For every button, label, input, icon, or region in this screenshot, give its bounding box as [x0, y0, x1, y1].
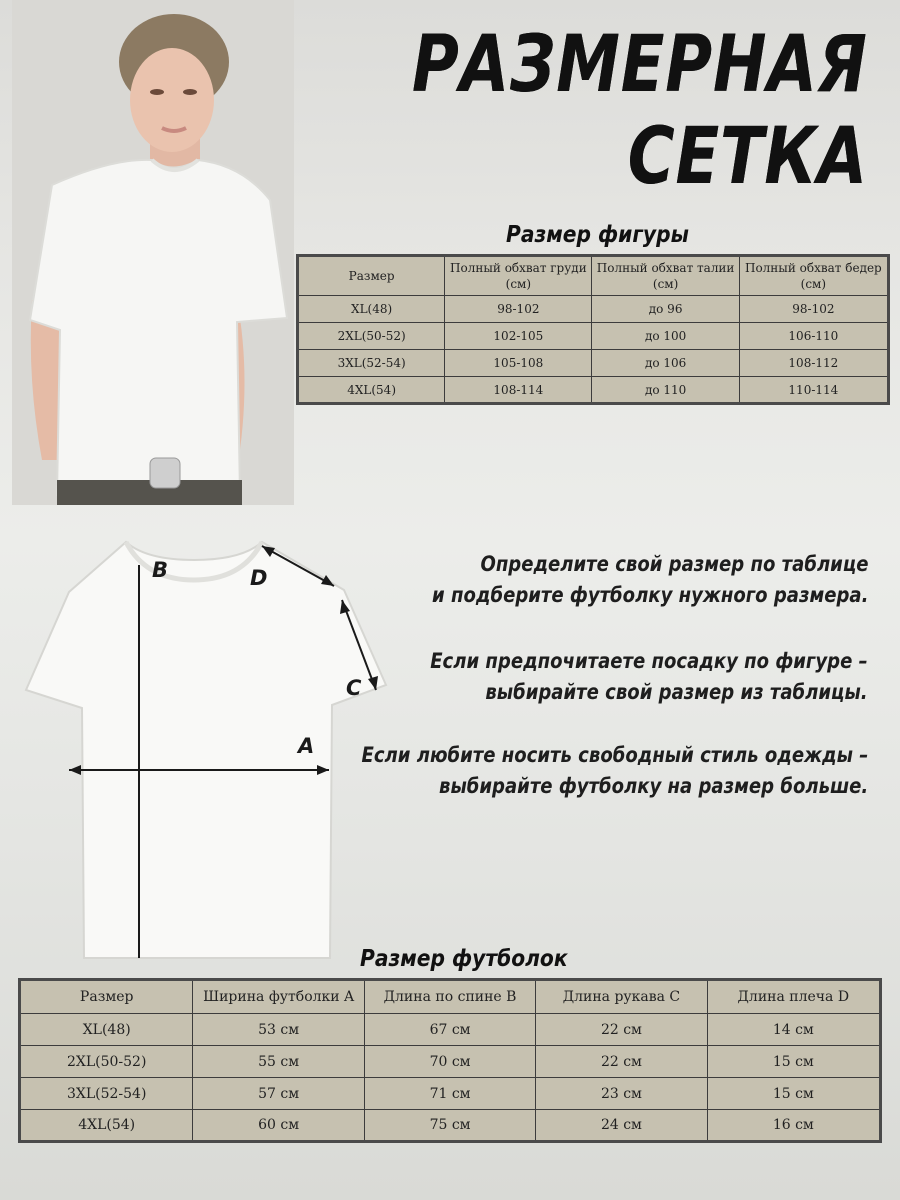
header-cell: Длина рукава C — [536, 980, 707, 1014]
advice-line: Определите свой размер по таблице — [479, 552, 868, 576]
tshirt-shape — [26, 542, 386, 958]
label-d: D — [250, 566, 268, 590]
table-cell: 75 см — [364, 1110, 535, 1142]
table-cell: до 96 — [592, 296, 739, 323]
header-cell: Полный обхват груди (см) — [445, 256, 592, 296]
table-cell: XL(48) — [20, 1014, 193, 1046]
advice-line: Если любите носить свободный стиль одежды – — [361, 743, 868, 767]
header-cell: Размер — [298, 256, 445, 296]
table-cell: 67 см — [364, 1014, 535, 1046]
table-cell: 3XL(52-54) — [20, 1078, 193, 1110]
table-cell: 71 см — [364, 1078, 535, 1110]
table-cell: 16 см — [707, 1110, 880, 1142]
title-line-1: РАЗМЕРНАЯ — [412, 20, 868, 110]
header-cell: Длина по спине B — [364, 980, 535, 1014]
advice-paragraph-1 — [432, 549, 868, 611]
header-cell: Полный обхват талии (см) — [592, 256, 739, 296]
table-row — [20, 1078, 881, 1110]
table-cell: 108-112 — [739, 350, 888, 377]
table-cell: 2XL(50-52) — [298, 323, 445, 350]
table-row — [20, 1014, 881, 1046]
table-cell: до 100 — [592, 323, 739, 350]
table-cell: до 110 — [592, 377, 739, 404]
tshirt-diagram — [14, 530, 394, 970]
table-row — [298, 377, 889, 404]
table-cell: 2XL(50-52) — [20, 1046, 193, 1078]
table-cell: 55 см — [193, 1046, 364, 1078]
advice-line: выбирайте свой размер из таблицы. — [485, 680, 868, 704]
table-row — [20, 1046, 881, 1078]
table-cell: 22 см — [536, 1046, 707, 1078]
table-cell: 4XL(54) — [298, 377, 445, 404]
table-row — [298, 323, 889, 350]
header-cell: Размер — [20, 980, 193, 1014]
model-photo — [12, 0, 294, 505]
header-cell: Полный обхват бедер (см) — [739, 256, 888, 296]
figure-size-table — [296, 254, 890, 405]
label-b: B — [152, 558, 169, 582]
table-cell: 110-114 — [739, 377, 888, 404]
header-cell: Длина плеча D — [707, 980, 880, 1014]
table-cell: 106-110 — [739, 323, 888, 350]
table-cell: 24 см — [536, 1110, 707, 1142]
table-cell: 53 см — [193, 1014, 364, 1046]
table-cell: 57 см — [193, 1078, 364, 1110]
advice-line: и подберите футболку нужного размера. — [431, 583, 868, 607]
table-row — [298, 350, 889, 377]
table-cell: до 106 — [592, 350, 739, 377]
advice-paragraph-3 — [361, 740, 868, 802]
table-cell: 70 см — [364, 1046, 535, 1078]
label-a: A — [298, 734, 315, 758]
table-cell: 23 см — [536, 1078, 707, 1110]
tee-table-heading: Размер футболок — [360, 946, 568, 972]
table-cell: 22 см — [536, 1014, 707, 1046]
table-header-row — [298, 256, 889, 296]
tshirt-size-table — [18, 978, 882, 1143]
label-c: C — [346, 676, 362, 700]
table-cell: 3XL(52-54) — [298, 350, 445, 377]
table-cell: 98-102 — [445, 296, 592, 323]
figure-table-heading: Размер фигуры — [506, 222, 689, 248]
table-row — [20, 1110, 881, 1142]
table-cell: 14 см — [707, 1014, 880, 1046]
advice-line: выбирайте футболку на размер больше. — [438, 774, 868, 798]
table-cell: XL(48) — [298, 296, 445, 323]
table-header-row — [20, 980, 881, 1014]
header-cell: Ширина футболки A — [193, 980, 364, 1014]
advice-paragraph-2 — [431, 646, 868, 708]
table-cell: 102-105 — [445, 323, 592, 350]
table-cell: 4XL(54) — [20, 1110, 193, 1142]
table-cell: 108-114 — [445, 377, 592, 404]
advice-line: Если предпочитаете посадку по фигуре – — [430, 649, 868, 673]
title-line-2: СЕТКА — [627, 112, 868, 202]
table-cell: 15 см — [707, 1078, 880, 1110]
table-cell: 105-108 — [445, 350, 592, 377]
table-cell: 60 см — [193, 1110, 364, 1142]
table-cell: 98-102 — [739, 296, 888, 323]
table-cell: 15 см — [707, 1046, 880, 1078]
table-row — [298, 296, 889, 323]
